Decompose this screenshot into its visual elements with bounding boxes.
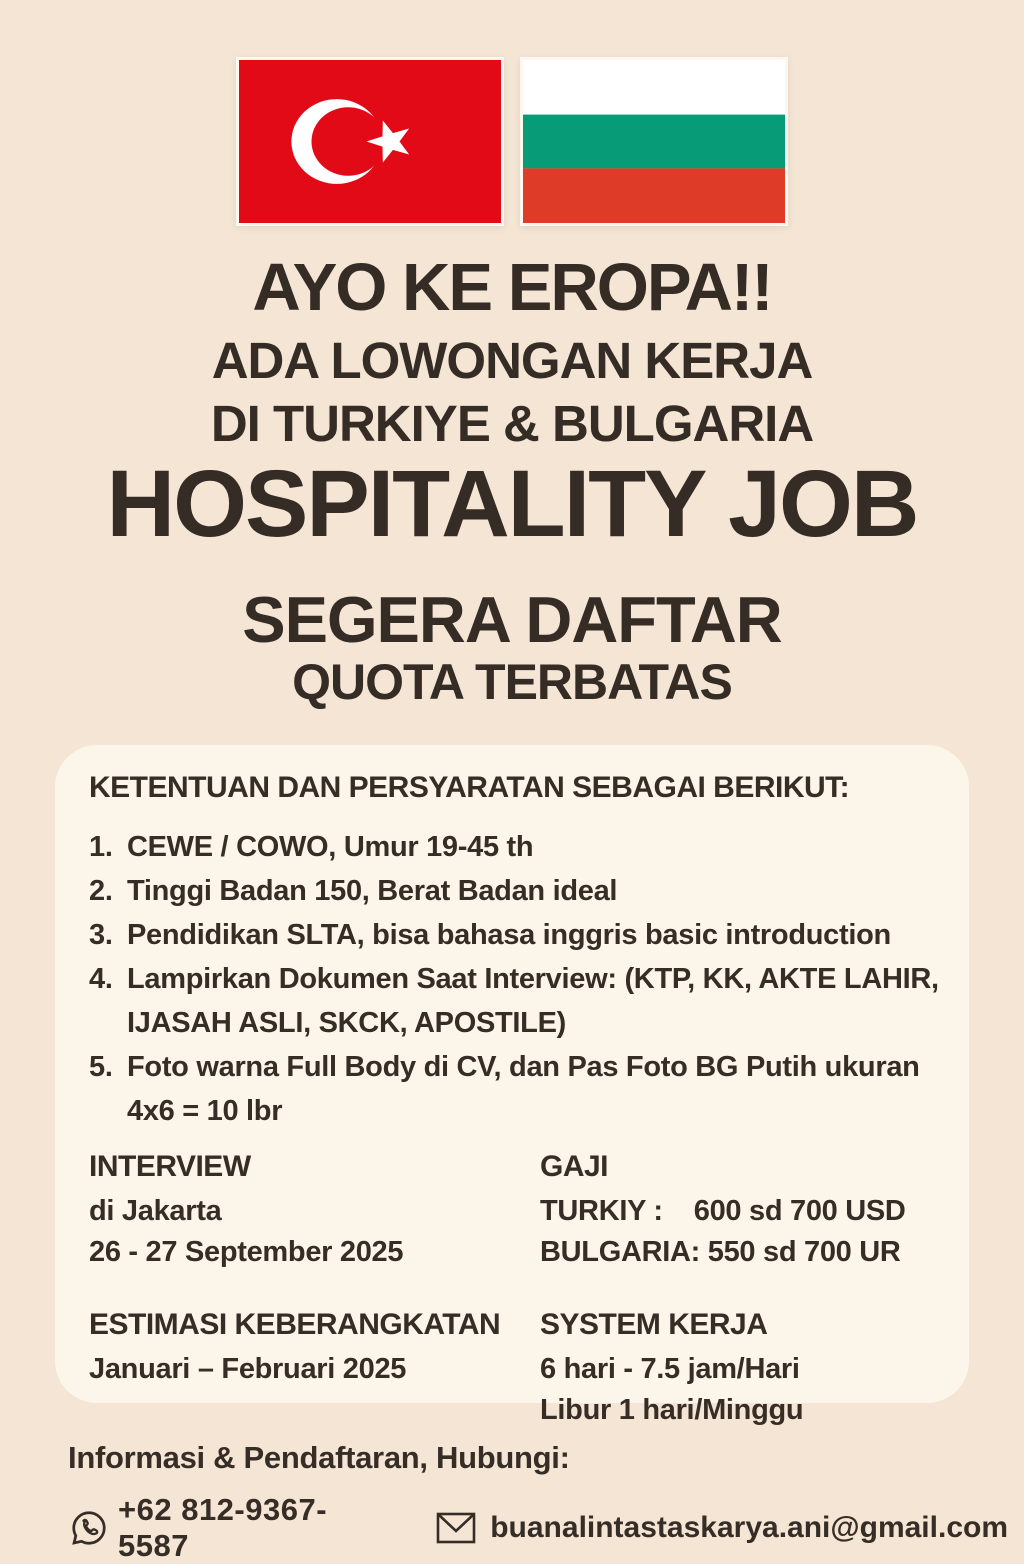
whatsapp-icon [68,1507,110,1549]
cta-quota: QUOTA TERBATAS [292,654,732,710]
salary-bulgaria: BULGARIA: 550 sd 700 UR [540,1236,901,1268]
requirement-item [89,825,939,869]
salary-turkey: TURKIY : 600 sd 700 USD [540,1195,906,1227]
details-grid [89,1149,939,1431]
headline-line3: DI TURKIYE & BULGARIA [210,395,814,452]
work-system-section [540,1307,939,1431]
item-number: 2. [89,875,113,907]
item-text: Tinggi Badan 150, Berat Badan ideal [127,875,618,907]
job-title: HOSPITALITY JOB [106,451,918,557]
salary-section [540,1149,939,1273]
bulgaria-flag-icon [520,57,788,226]
requirement-item [89,957,939,1045]
email-group [436,1511,1008,1545]
item-number: 5. [89,1051,113,1083]
interview-location: di Jakarta [89,1195,222,1227]
turkey-flag-icon [236,57,504,226]
departure-heading: ESTIMASI KEBERANGKATAN [89,1308,501,1341]
footer [68,1440,1008,1564]
headline-line1: AYO KE EROPA!! [252,250,772,325]
requirements-list [89,825,939,1133]
requirements-card [55,745,969,1426]
cta-register: SEGERA DAFTAR [242,583,782,656]
phone-number: +62 812-9367-5587 [118,1492,328,1563]
requirement-item [89,869,939,913]
headline-line2: ADA LOWONGAN KERJA [211,332,813,389]
salary-heading: GAJI [540,1150,609,1183]
item-number: 3. [89,919,113,951]
item-text: Pendidikan SLTA, bisa bahasa inggris basic introduction [127,919,891,951]
work-system-heading: SYSTEM KERJA [540,1308,768,1341]
item-text: Foto warna Full Body di CV, dan Pas Foto BG Putih ukuran 4x6 = 10 lbr [127,1051,920,1127]
work-dayoff: Libur 1 hari/Minggu [540,1394,804,1426]
item-text: Lampirkan Dokumen Saat Interview: (KTP, KK, AKTE LAHIR, IJASAH ASLI, SKCK, APOSTILE) [127,963,939,1039]
item-number: 1. [89,831,113,863]
item-number: 4. [89,963,113,995]
contact-row [68,1492,1008,1564]
flags-row [0,57,1024,226]
email-address: buanalintastaskarya.ani@gmail.com [490,1511,1008,1544]
interview-section [89,1149,540,1273]
work-hours: 6 hari - 7.5 jam/Hari [540,1353,800,1385]
requirements-heading: KETENTUAN DAN PERSYARATAN SEBAGAI BERIKUT: [89,771,850,804]
departure-date: Januari – Februari 2025 [89,1353,407,1385]
item-text: CEWE / COWO, Umur 19-45 th [127,831,534,863]
interview-date: 26 - 27 September 2025 [89,1236,404,1268]
requirement-item [89,1045,939,1133]
requirement-item [89,913,939,957]
footer-heading: Informasi & Pendaftaran, Hubungi: [68,1440,570,1475]
departure-section [89,1307,540,1431]
interview-heading: INTERVIEW [89,1150,251,1183]
email-icon [436,1512,476,1544]
